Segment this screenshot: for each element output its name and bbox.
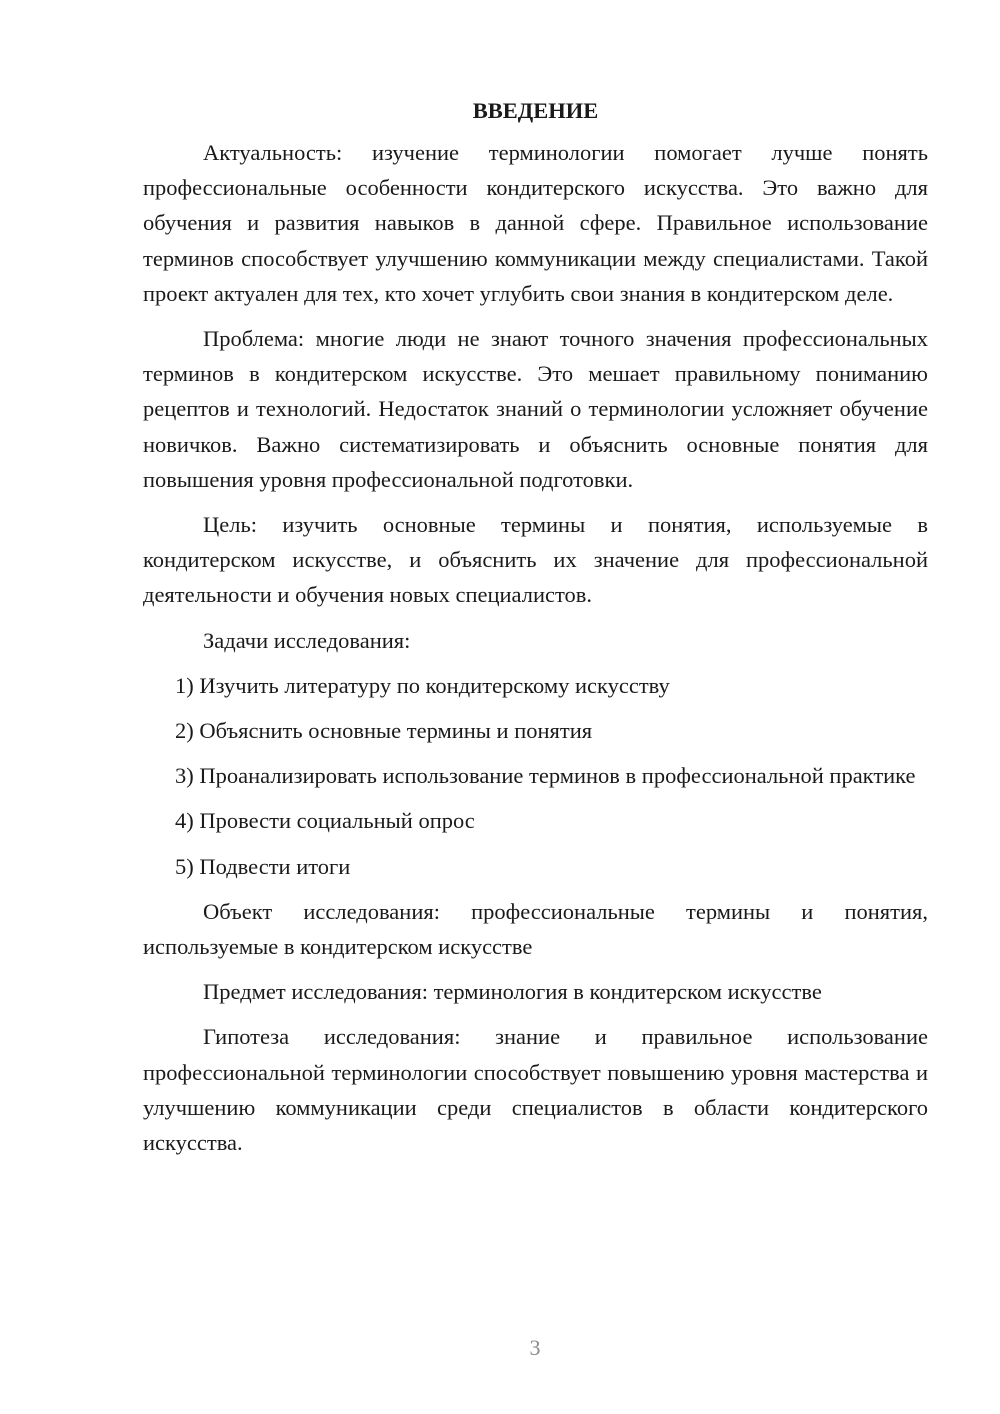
object-paragraph: Объект исследования: профессиональные термины и понятия, используемые в кондитерском искусстве — [143, 898, 928, 960]
relevance-paragraph: Актуальность: изучение терминологии помогает лучше понять профессиональные особенности кондитерского искусства. Это важно для обучения и развития навыков в данной сфере. Правильное использование терминов способствует улучшению коммуникации между специалистами. Такой проект актуален для тех, кто хочет углубить свои знания в кондитерском деле. — [143, 140, 928, 306]
page-content — [143, 96, 928, 1170]
subject-paragraph: Предмет исследования: терминология в кондитерском искусстве — [203, 979, 822, 1005]
hypothesis-paragraph: Гипотеза исследования: знание и правильное использование профессиональной терминологии способствует повышению уровня мастерства и улучшению коммуникации среди специалистов в области кондитерского искусства. — [143, 1024, 928, 1156]
problem-paragraph: Проблема: многие люди не знают точного значения профессиональных терминов в кондитерском искусстве. Это мешает правильному пониманию рецептов и технологий. Недостаток знаний о терминологии усложняет обучение новичков. Важно систематизировать и объяснить основные понятия для повышения уровня профессиональной подготовки. — [143, 326, 928, 492]
task-item: 5) Подвести итоги — [175, 853, 351, 879]
task-item: 3) Проанализировать использование терминов в профессиональной практике — [175, 763, 916, 789]
task-item: 4) Провести социальный опрос — [175, 808, 475, 834]
goal-paragraph: Цель: изучить основные термины и понятия, используемые в кондитерском искусстве, и объяснить их значение для профессиональной деятельности и обучения новых специалистов. — [143, 512, 928, 608]
section-heading: ВВЕДЕНИЕ — [472, 98, 599, 123]
page-number: 3 — [529, 1335, 541, 1360]
tasks-title: Задачи исследования: — [203, 627, 411, 653]
task-item: 2) Объяснить основные термины и понятия — [175, 718, 593, 744]
task-item: 1) Изучить литературу по кондитерскому искусству — [175, 672, 670, 698]
